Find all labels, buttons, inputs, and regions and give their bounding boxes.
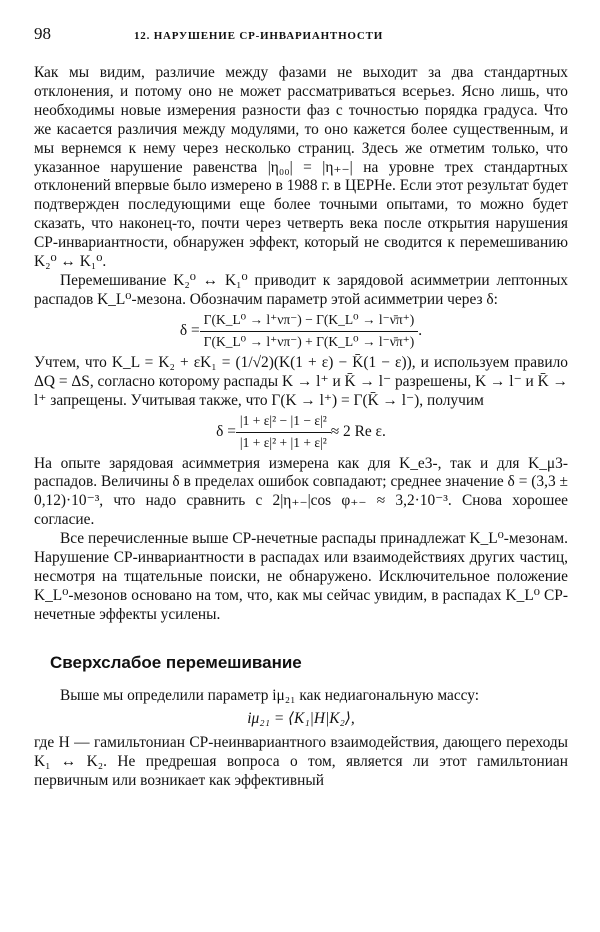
paragraph-phase-difference: Как мы видим, различие между фазами не выходит за два стандартных отклонения, и потому оно не может рассматриваться всерьез. Ясно лишь, что необходимы новые измерения разности фаз с точностью порядка градуса. Что же касается различия между модулями, то оно кажется более существенным, и мы вернемся к нему через несколько страниц. Здесь же отметим только, что указанное нарушение равенства |η₀₀| = |η₊₋| на уровне трех стандартных отклонений впервые было измерено в 1988 г. в ЦЕРНе. Если этот результат будет подтвержден последующими еще более точными опытами, то можно будет сказать, что наконец-то, почти через четверть века после открытия нарушения CP-инвариантности, обнаружен эффект, который не сводится к перемешиванию K₂⁰ ↔ K₁⁰.: [34, 64, 568, 271]
paragraph-kl-decomposition: Учтем, что K_L = K₂ + εK₁ = (1/√2)(K(1 + ε) − K̄(1 − ε)), и используем правило ΔQ = ΔS, согласно которому распады K → l⁺ и K̄ → l⁻ разрешены, K → l⁻ и K̄ → l⁺ запрещены. Учитывая также, что Γ(K → l⁺) = Γ(K̄ → l⁻), получим: [34, 353, 568, 409]
running-title: 12. НАРУШЕНИЕ CP-ИНВАРИАНТНОСТИ: [134, 30, 384, 42]
eq1-suffix: .: [418, 322, 423, 340]
page-number: 98: [34, 24, 51, 43]
paragraph-mu21-definition: Выше мы определили параметр iμ₂₁ как недиагональную массу:: [60, 686, 480, 704]
paragraph-hamiltonian: где H — гамильтониан CP-неинвариантного взаимодействия, дающего переходы K₁ ↔ K₂. Не предрешая вопроса о том, является ли этот гамильтониан первичным или возникает как эффективный: [34, 734, 568, 790]
eq2-suffix: ≈ 2 Re ε.: [330, 423, 386, 441]
section-heading: Сверхслабое перемешивание: [50, 652, 302, 672]
paragraph-charge-asymmetry: Перемешивание K₂⁰ ↔ K₁⁰ приводит к зарядовой асимметрии лептонных распадов K_L⁰-мезона. Обозначим параметр этой асимметрии через δ:: [34, 271, 568, 308]
eq2-prefix: δ =: [216, 423, 236, 441]
eq2-fraction: [236, 412, 331, 453]
paragraph-cp-odd-decays: Все перечисленные выше CP-нечетные распады принадлежат K_L⁰-мезонам. Нарушение CP-инвариантности в распадах или взаимодействиях других частиц, несмотря на тщательные поиски, не обнаружено. Исключительное положение K_L⁰-мезонов основано на том, что, как мы сейчас увидим, в распадах K_L⁰ CP-нечетные эффекты усилены.: [34, 530, 568, 623]
eq2-denominator: |1 + ε|² + |1 + ε|²: [239, 435, 327, 450]
equation-delta-result: [34, 411, 568, 455]
paragraph-experiment: На опыте зарядовая асимметрия измерена как для K_e3-, так и для K_μ3-распадов. Величины δ в пределах ошибок совпадают; среднее значение δ = (3,3 ± 0,12)·10⁻³, что надо сравнить с 2|η₊₋|cos φ₊₋ ≈ 3,2·10⁻³. Снова хорошее согласие.: [34, 454, 568, 529]
eq1-fraction: [200, 311, 419, 352]
equation-delta-definition: [34, 310, 568, 354]
eq1-prefix: δ =: [179, 322, 200, 340]
eq2-numerator: |1 + ε|² − |1 − ε|²: [236, 412, 331, 433]
equation-mu21: iμ₂₁ = ⟨K₁|H|K₂⟩,: [247, 709, 355, 727]
page-header: [34, 24, 568, 50]
eq1-numerator: Γ(K_L⁰ → l⁺νπ⁻) − Γ(K_L⁰ → l⁻ν̄π⁺): [200, 311, 419, 332]
eq1-denominator: Γ(K_L⁰ → l⁺νπ⁻) + Γ(K_L⁰ → l⁻ν̄π⁺): [203, 334, 415, 350]
book-page: [34, 24, 568, 791]
